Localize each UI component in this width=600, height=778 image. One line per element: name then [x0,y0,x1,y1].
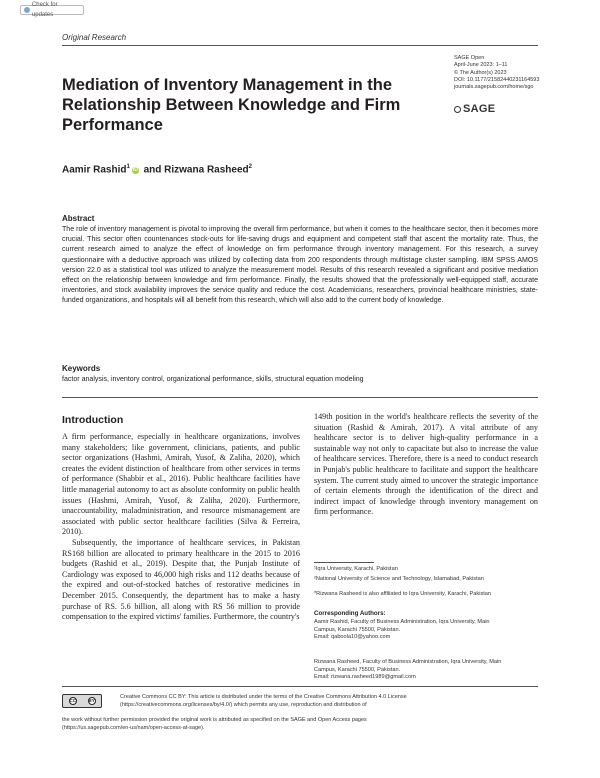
check-for-updates-badge[interactable] [20,2,84,18]
journal-issue: April-June 2023: 1–11 [454,62,508,69]
footnote-divider [314,562,374,563]
license-line-2[interactable]: (https://creativecommons.org/licenses/by/4.0/) which permits any use, reproduction and distribution of [120,702,367,708]
affiliation-note: *Rizwana Rasheed is also affiliated to Iqra University, Karachi, Pakistan [314,591,492,597]
author-1[interactable]: Aamir Rashid [62,164,127,176]
sage-logo-text: SAGE [463,103,496,115]
author-conjunction: and [140,164,165,176]
keywords-text: factor analysis, inventory control, organizational performance, skills, structural equation modeling [62,376,364,383]
license-text [120,693,538,709]
abstract-heading: Abstract [62,214,95,223]
intro-paragraph-2: Subsequently, the importance of healthcare services, in Pakistan RS168 billion are allocated to primary healthcare in the 2015 to 2016 budgets (Rashid et al., 2019). Despite that, the Punjab Institute of Cardiology was exposed to 46,000 high risks and 112 deaths because of the expired and out-of-stocked batches of restorative medicines in December 2015. Consequently, the department has to make a hasty purchase of RS. 5.6 billion, all along with RS 56 million to provide compensation to the expired victims' families. Furthermore, the country's [62,537,300,622]
author-1-affil: 1 [126,164,130,170]
corresponding-author-1 [314,619,544,642]
corr2-email[interactable]: Email: rizwana.rasheed1989@gmail.com [314,674,416,681]
keywords-heading: Keywords [62,364,101,373]
sage-logo [454,103,495,115]
corr1-email[interactable]: Email: qaboola10@yahoo.com [314,634,391,641]
author-line [62,164,252,175]
license-line-1: Creative Commons CC BY: This article is distributed under the terms of the Creative Commons Attribution 4.0 License [120,694,407,700]
corr1-line1: Aamir Rashid, Faculty of Business Administration, Iqra University, Main [314,619,490,625]
corresponding-heading: Corresponding Authors: [314,610,386,617]
introduction-heading: Introduction [62,414,124,426]
article-title: Mediation of Inventory Management in the Relationship Between Knowledge and Firm Performance [62,76,401,134]
doi[interactable]: DOI: 10.1177/21582440231164593 [454,76,540,83]
sage-logo-icon [454,106,461,113]
journal-meta [454,55,539,91]
journal-name: SAGE Open [454,55,485,61]
by-icon: BY [88,698,95,703]
license-line-4[interactable]: (https://us.sagepub.com/en-us/nam/open-access-at-sage). [62,725,205,731]
author-2[interactable]: Rizwana Rasheed [164,164,249,176]
corr2-line2: Campus, Karachi 75500, Pakistan. [314,666,401,673]
copyright: © The Author(s) 2023 [454,69,507,76]
right-column [314,412,538,518]
cc-by-badge[interactable] [62,694,102,708]
corr2-line1: Rizwana Rasheed, Faculty of Business Administration, Iqra University, Main [314,659,502,665]
affiliation-2: ²National University of Science and Technology, Islamabad, Pakistan [314,576,484,582]
left-column [62,432,300,623]
abstract-text: The role of inventory management is pivotal to improving the overall firm performance, but when it comes to the healthcare sector, then it becomes more crucial. This sector often countenances stock-outs for life-saving drugs and equipment and competent staff that ascent the mortality rate. Thus, the current research aimed to analyze the effect of knowledge on firm performance through inventory management. For this research, a survey questionnaire with a deductive approach was utilized by collecting data from 200 respondents through multistage cluster sampling. IBM SPSS AMOS version 22.0 as a statistical tool was utilized to analyze the measurement model. Results of this research revealed a significant and positive mediation effect on the relationship between knowledge and firm performance. Finally, the results showed that the professionally well-equipped staff, accurate inventories, and stock availability improves the service quality and reduce the cost. Academicians, researchers, provincial healthcare ministries, state-funded organizations, and hospitals will all benefit from this research, which will also add to the current body of knowledge. [62,226,538,305]
license-text-continued [62,716,538,732]
license-line-3: the work without further permission provided the original work is attributed as specified on the SAGE and Open Access pages [62,717,367,723]
orcid-icon[interactable]: iD [132,167,138,174]
intro-paragraph-1: A firm performance, especially in healthcare organizations, involves many stakeholders; like government, clinicians, patients, and public sector organizations (Hashmi, Amirah, Yusof, & Zaliha, 2020), which creates the evident distinction of healthcare from other services in terms of performance (Shabbir et al., 2016). Public healthcare facilities have little managerial autonomy to act as absolute conformity on public health issues (Hashmi, Amirah, Yusof, & Zaliha, 2020). Furthermore, unaccountability, maladministration, and resource mismanagement are associated with public sector healthcare facilities (Silva & Ferreira, 2010). [62,432,300,537]
affiliation-1: ¹Iqra University, Karachi, Pakistan [314,566,398,572]
section-divider [62,397,538,398]
author-2-affil: 2 [248,164,252,170]
cc-icon: CC [69,698,76,703]
article-type-label: Original Research [62,33,127,42]
check-updates-icon [24,7,30,13]
journal-url[interactable]: journals.sagepub.com/home/sgo [454,84,534,91]
corr1-line2: Campus, Karachi 75500, Pakistan. [314,626,401,633]
header-divider [62,45,538,46]
check-updates-label: Check for updates [31,2,58,18]
license-divider [62,686,538,687]
intro-paragraph-3: 149th position in the world's healthcare reflects the severity of the situation (Rashid & Amirah, 2017). A vital attribute of any healthcare sector is to deliver high-quality performance in a sustainable way not only to capacitate but also to increase the value of healthcare services. Therefore, there is a need to conduct research in Punjab's public healthcare to facilitate and support the healthcare system. The current study aimed to uncover the strategic importance of certain elements through the identification of the direct and indirect impact of knowledge through inventory management on firm performance. [314,412,538,517]
corresponding-author-2 [314,659,544,682]
